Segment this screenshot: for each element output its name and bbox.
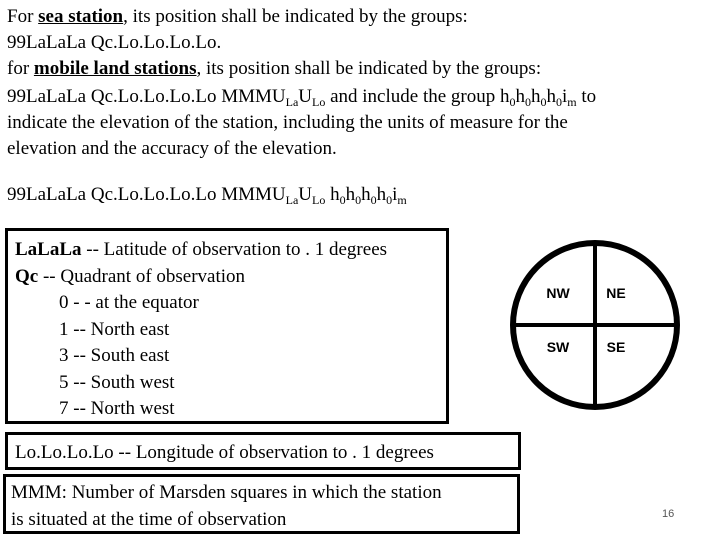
quadrant-item: 5 -- South west — [59, 371, 175, 393]
longitude-box — [5, 432, 521, 470]
quadrant-term: Qc — [15, 265, 39, 287]
quadrant-item: 1 -- North east — [59, 318, 170, 340]
latitude-quadrant-box — [5, 228, 449, 424]
quadrant-item: 0 - - at the equator — [59, 292, 199, 313]
quadrant-row — [15, 264, 446, 291]
sea-groups-text: 99LaLaLa Qc.Lo.Lo.Lo.Lo. — [7, 32, 222, 53]
sea-station-term: sea station — [38, 6, 124, 27]
intro-text: , its position shall be indicated by the groups: — [196, 58, 542, 79]
page-number: 16 — [662, 508, 675, 520]
sea-groups — [7, 32, 221, 54]
quadrant-label-se: SE — [606, 339, 626, 355]
quadrant-item: 7 -- North west — [59, 398, 175, 419]
quadrant-desc: -- Quadrant of observation — [38, 265, 246, 287]
latitude-row — [15, 237, 446, 264]
quadrant-label-sw: SW — [546, 339, 570, 355]
longitude-text: Lo.Lo.Lo.Lo -- Longitude of observation to . 1 degrees — [15, 442, 434, 463]
quadrant-circle-diagram — [500, 230, 690, 420]
quadrant-item: 3 -- South east — [59, 345, 170, 366]
intro-line-3 — [7, 58, 541, 80]
mobile-land-stations-term: mobile land stations — [33, 58, 197, 79]
marsden-box — [3, 474, 520, 534]
formula-line: 99LaLaLa Qc.Lo.Lo.Lo.Lo $MMMU_{La}U_{Lo}$ $h_0h_0h_0h_0i_m$ — [7, 184, 407, 207]
intro-text: for — [7, 58, 34, 79]
intro-line-5: indicate the elevation of the station, including the units of measure for the — [7, 112, 568, 133]
intro-line-6: elevation and the accuracy of the elevation. — [7, 138, 337, 159]
intro-text: , its position shall be indicated by the groups: — [123, 6, 468, 27]
marsden-line-1: MMM: Number of Marsden squares in which the station — [11, 482, 442, 503]
latitude-desc: -- Latitude of observation to . 1 degrees — [81, 239, 388, 260]
intro-line-1 — [7, 6, 468, 28]
latitude-term: LaLaLa — [15, 239, 82, 260]
quadrant-label-nw: NW — [546, 285, 570, 301]
intro-text: For — [7, 6, 39, 27]
marsden-line-2: is situated at the time of observation — [11, 508, 287, 530]
mobile-groups-line: 99LaLaLa Qc.Lo.Lo.Lo.Lo $MMMU_{La}U_{Lo}$ and include the group $h_0h_0h_0h_0i_m$ to — [7, 86, 597, 109]
quadrant-label-ne: NE — [606, 285, 626, 301]
